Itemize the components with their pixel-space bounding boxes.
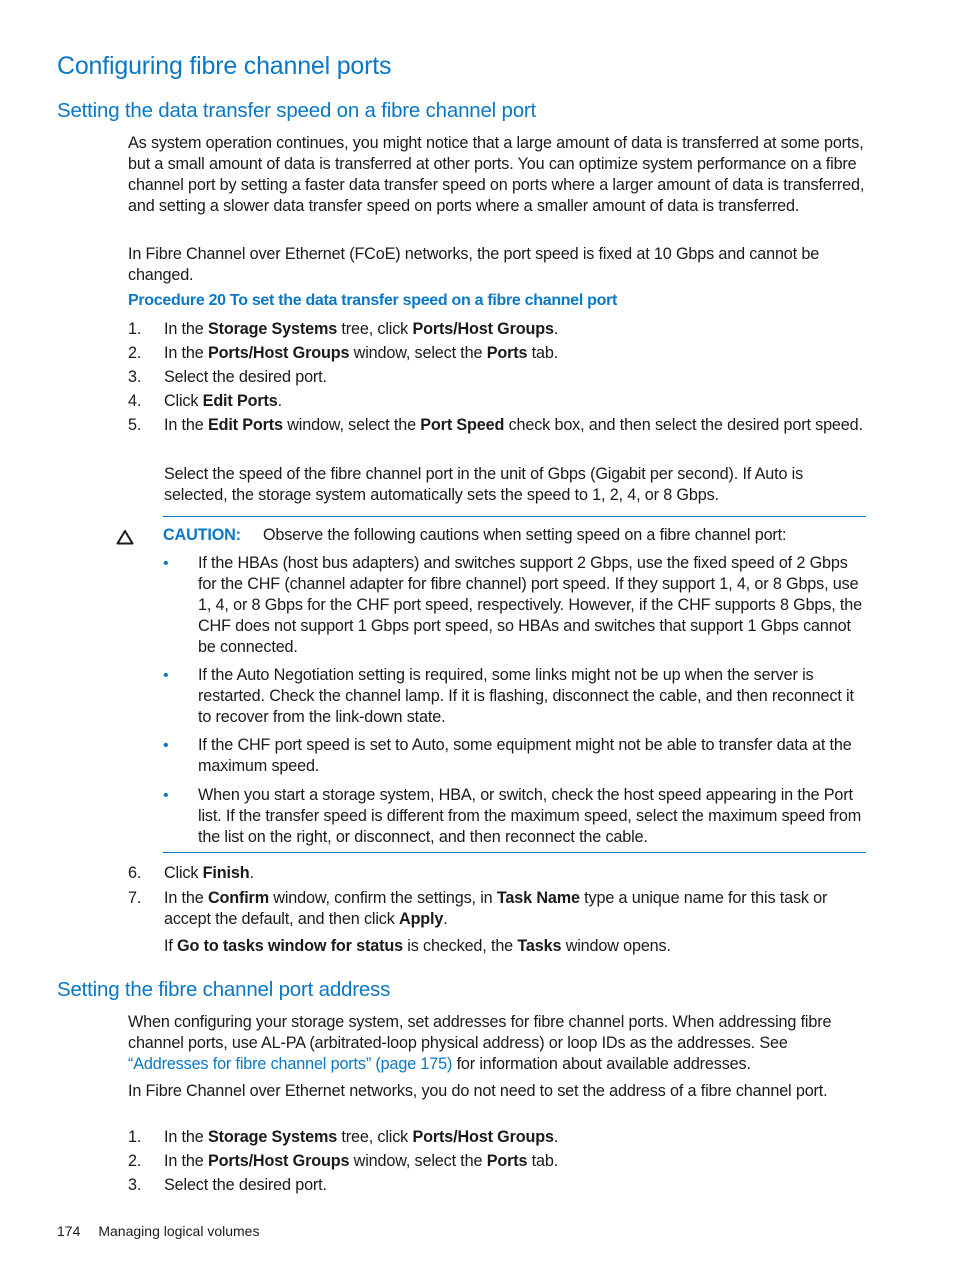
bullet-text: If the CHF port speed is set to Auto, some equipment might not be able to transfer data at the maximum speed. — [198, 736, 852, 775]
caution-text: Observe the following cautions when setting speed on a fibre channel port: — [262, 526, 787, 544]
section-heading-port-address: Setting the fibre channel port address — [57, 978, 391, 1001]
bullet-dot-icon: • — [163, 667, 169, 684]
list-item — [163, 735, 870, 777]
page-footer — [57, 1223, 259, 1239]
step-text: Click Finish. — [164, 864, 254, 882]
caution-top-rule — [163, 516, 866, 517]
list-item — [163, 785, 870, 848]
list-item — [128, 1151, 870, 1172]
section-heading-transfer-speed: Setting the data transfer speed on a fibre channel port — [57, 99, 537, 122]
bullet-dot-icon: • — [163, 787, 169, 804]
caution-intro — [163, 525, 870, 546]
bullet-dot-icon: • — [163, 737, 169, 754]
bullet-dot-icon: • — [163, 555, 169, 572]
step-text: In the Ports/Host Groups window, select the Ports tab. — [164, 344, 559, 362]
procedure-title: Procedure 20 To set the data transfer speed on a fibre channel port — [128, 292, 618, 309]
paragraph-intro: As system operation continues, you might notice that a large amount of data is transferred at some ports, but a small amount of data is transferred at other ports. You can optimize system performance on a fibre channel port by setting a faster data transfer speed on ports where a larger amount of data is transferred, and setting a slower data transfer speed on ports where a smaller amount of data is transferred. — [128, 134, 865, 215]
step-note: Select the speed of the fibre channel port in the unit of Gbps (Gigabit per second). If Auto is selected, the storage system automatically sets the speed to 1, 2, 4, or 8 Gbps. — [164, 465, 804, 504]
list-item — [128, 415, 870, 436]
caution-triangle-icon — [116, 529, 134, 545]
step-number: 2. — [128, 344, 142, 362]
list-item — [128, 863, 870, 884]
paragraph-addressing: When configuring your storage system, set addresses for fibre channel ports. When addressing fibre channel ports, use AL-PA (arbitrated-loop physical address) or loop IDs as the addresses. See “Addresses for fibre channel ports” (page 175) for information about available addresses. — [128, 1013, 832, 1073]
step-number: 1. — [128, 320, 142, 338]
paragraph-fcoe-address: In Fibre Channel over Ethernet networks, you do not need to set the address of a fibre channel port. — [128, 1082, 828, 1100]
step-number: 2. — [128, 1152, 142, 1170]
step-number: 1. — [128, 1128, 142, 1146]
step-text: Select the desired port. — [164, 368, 327, 386]
step-note: If Go to tasks window for status is checked, the Tasks window opens. — [164, 937, 671, 955]
step-text: In the Storage Systems tree, click Ports/Host Groups. — [164, 320, 559, 338]
step-text: In the Confirm window, confirm the settings, in Task Name type a unique name for this task or accept the default, and then click Apply. — [164, 889, 828, 928]
bullet-text: If the Auto Negotiation setting is required, some links might not be up when the server is restarted. Check the channel lamp. If it is flashing, disconnect the cable, and then reconnect it to recover from the link-down state. — [198, 666, 854, 726]
list-item — [163, 553, 870, 658]
step-text: In the Storage Systems tree, click Ports/Host Groups. — [164, 1128, 559, 1146]
list-item — [128, 391, 870, 412]
page-title: Configuring fibre channel ports — [57, 52, 392, 80]
step-text: Select the desired port. — [164, 1176, 327, 1194]
page-number: 174 — [57, 1223, 81, 1239]
chapter-title: Managing logical volumes — [98, 1223, 260, 1239]
list-item — [128, 343, 870, 364]
step-text: In the Edit Ports window, select the Port Speed check box, and then select the desired port speed. — [164, 416, 863, 434]
step-number: 3. — [128, 368, 142, 386]
step-text: Click Edit Ports. — [164, 392, 282, 410]
list-item — [163, 665, 870, 728]
list-item — [128, 1127, 870, 1148]
step-number: 5. — [128, 416, 142, 434]
bullet-text: When you start a storage system, HBA, or switch, check the host speed appearing in the Port list. If the transfer speed is different from the maximum speed, select the maximum speed from the list on the right, or disconnect, and then reconnect the cable. — [198, 786, 862, 846]
step-text: In the Ports/Host Groups window, select the Ports tab. — [164, 1152, 559, 1170]
step-number: 4. — [128, 392, 142, 410]
step-number: 3. — [128, 1176, 142, 1194]
list-item — [128, 319, 870, 340]
caution-label: CAUTION: — [163, 526, 241, 544]
list-item — [128, 367, 870, 388]
bullet-text: If the HBAs (host bus adapters) and switches support 2 Gbps, use the fixed speed of 2 Gbps for the CHF (channel adapter for fibre channel) port speed. If they support 1, 4, or 8 Gbps, use 1, 4, or 8 Gbps for the CHF port speed, respectively. However, if the CHF supports 8 Gbps, the CHF does not support 1 Gbps port speed, so HBAs and switches that support 1 Gbps cannot be connected. — [198, 554, 862, 656]
step-number: 7. — [128, 889, 142, 907]
step-number: 6. — [128, 864, 142, 882]
caution-bottom-rule — [163, 852, 866, 853]
paragraph-fcoe: In Fibre Channel over Ethernet (FCoE) networks, the port speed is fixed at 10 Gbps and cannot be changed. — [128, 245, 820, 284]
list-item — [128, 888, 870, 930]
list-item — [128, 1175, 870, 1196]
addresses-link[interactable]: “Addresses for fibre channel ports” (page 175) — [128, 1055, 453, 1073]
